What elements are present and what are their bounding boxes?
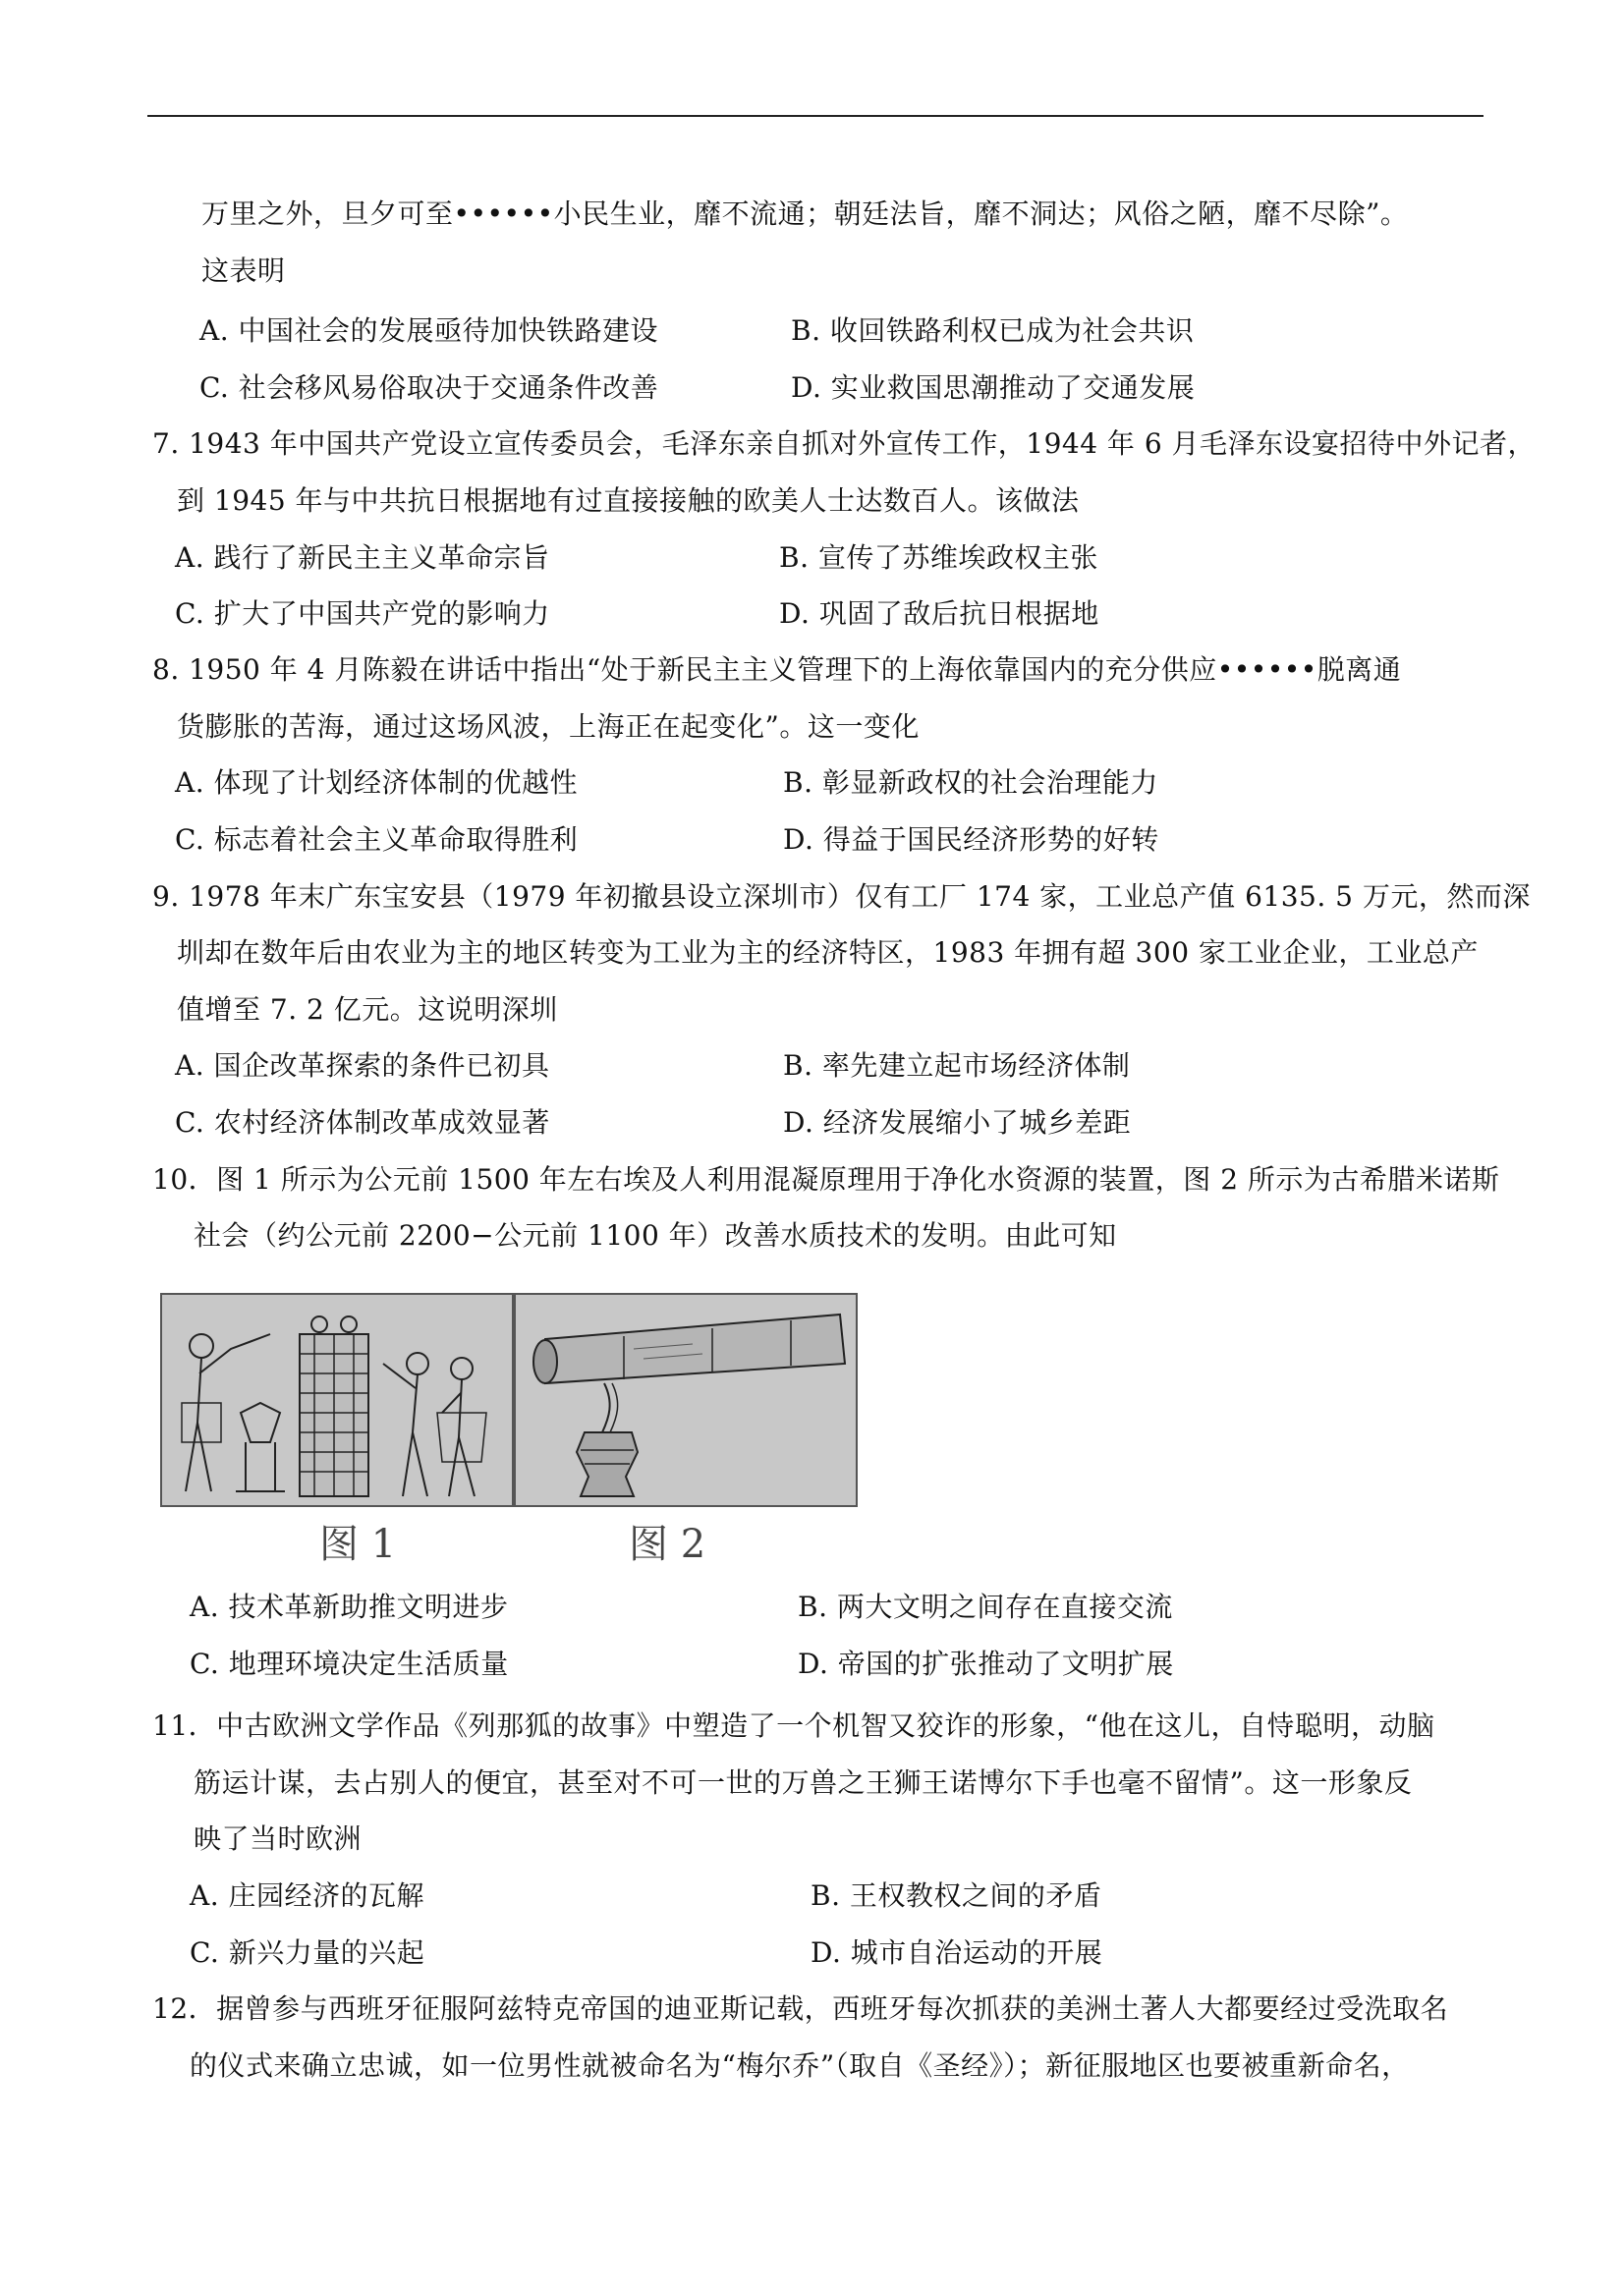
- q8-line-2: 货膨胀的苦海，通过这场风波，上海正在起变化”。这一变化: [177, 710, 920, 743]
- q7-option-a[interactable]: A. 践行了新民主主义革命宗旨: [175, 541, 550, 574]
- q6-option-c[interactable]: C. 社会移风易俗取决于交通条件改善: [199, 371, 659, 404]
- q6-line-2: 这表明: [201, 254, 286, 287]
- q10-line-2: 社会（约公元前 2200−公元前 1100 年）改善水质技术的发明。由此可知: [194, 1219, 1117, 1252]
- q11-option-a[interactable]: A. 庄园经济的瓦解: [190, 1879, 425, 1912]
- q8-option-a[interactable]: A. 体现了计划经济体制的优越性: [175, 766, 579, 799]
- q10-line-1: 10．图 1 所示为公元前 1500 年左右埃及人利用混凝原理用于净化水资源的装置，图 2 所示为古希腊米诺斯: [152, 1163, 1500, 1196]
- q7-line-1: 7. 1943 年中国共产党设立宣传委员会，毛泽东亲自抓对外宣传工作，1944 年 6 月毛泽东设宴招待中外记者，: [152, 427, 1537, 460]
- q10-figure: [160, 1293, 860, 1509]
- q9-option-d[interactable]: D. 经济发展缩小了城乡差距: [783, 1106, 1132, 1139]
- q12-line-1: 12．据曾参与西班牙征服阿兹特克帝国的迪亚斯记载，西班牙每次抓获的美洲土著人大都要经过受洗取名: [152, 1992, 1449, 2025]
- q8-line-1: 8. 1950 年 4 月陈毅在讲话中指出“处于新民主主义管理下的上海依靠国内的充分供应••••••脱离通: [152, 653, 1402, 686]
- q9-option-b[interactable]: B. 率先建立起市场经济体制: [783, 1049, 1131, 1082]
- figure-1-caption: 图 1: [319, 1522, 397, 1567]
- q6-line-1: 万里之外，旦夕可至••••••小民生业，靡不流通；朝廷法旨，靡不洞达；风俗之陋，靡不尽除”。: [201, 197, 1409, 230]
- q10-option-c[interactable]: C. 地理环境决定生活质量: [190, 1648, 509, 1680]
- q8-option-b[interactable]: B. 彰显新政权的社会治理能力: [783, 766, 1158, 799]
- q9-line-1: 9. 1978 年末广东宝安县（1979 年初撤县设立深圳市）仅有工厂 174 家，工业总产值 6135. 5 万元，然而深: [152, 880, 1531, 913]
- q11-line-1: 11．中古欧洲文学作品《列那狐的故事》中塑造了一个机智又狡诈的形象，“他在这儿，自恃聪明，动脑: [152, 1709, 1435, 1742]
- q10-option-a[interactable]: A. 技术革新助推文明进步: [190, 1591, 509, 1623]
- q9-line-3: 值增至 7. 2 亿元。这说明深圳: [177, 993, 558, 1026]
- q7-option-c[interactable]: C. 扩大了中国共产党的影响力: [175, 597, 550, 630]
- q11-line-2: 筋运计谋，去占别人的便宜，甚至对不可一世的万兽之王狮王诺博尔下手也毫不留情”。这一形象反: [194, 1766, 1413, 1799]
- q6-option-a[interactable]: A. 中国社会的发展亟待加快铁路建设: [199, 314, 659, 347]
- figure-2-caption: 图 2: [629, 1522, 706, 1567]
- q8-option-c[interactable]: C. 标志着社会主义革命取得胜利: [175, 823, 579, 856]
- q6-option-d[interactable]: D. 实业救国思潮推动了交通发展: [791, 371, 1196, 404]
- q11-option-b[interactable]: B. 王权教权之间的矛盾: [811, 1879, 1102, 1912]
- q10-option-d[interactable]: D. 帝国的扩张推动了文明扩展: [798, 1648, 1174, 1680]
- q8-option-d[interactable]: D. 得益于国民经济形势的好转: [783, 823, 1159, 856]
- figure-2-image: [514, 1293, 858, 1507]
- egyptian-water-purification-illustration: [162, 1295, 512, 1505]
- q11-option-d[interactable]: D. 城市自治运动的开展: [811, 1936, 1103, 1969]
- q9-option-a[interactable]: A. 国企改革探索的条件已初具: [175, 1049, 550, 1082]
- q6-option-b[interactable]: B. 收回铁路利权已成为社会共识: [791, 314, 1195, 347]
- q9-option-c[interactable]: C. 农村经济体制改革成效显著: [175, 1106, 550, 1139]
- q7-line-2: 到 1945 年与中共抗日根据地有过直接接触的欧美人士达数百人。该做法: [177, 484, 1080, 517]
- q11-line-3: 映了当时欧洲: [194, 1822, 363, 1855]
- q10-option-b[interactable]: B. 两大文明之间存在直接交流: [798, 1591, 1173, 1623]
- header-rule: [147, 115, 1484, 117]
- q7-option-d[interactable]: D. 巩固了敌后抗日根据地: [779, 597, 1099, 630]
- q9-line-2: 圳却在数年后由农业为主的地区转变为工业为主的经济特区，1983 年拥有超 300 家工业企业，工业总产: [177, 936, 1479, 969]
- minoan-water-pipe-illustration: [516, 1295, 856, 1505]
- q11-option-c[interactable]: C. 新兴力量的兴起: [190, 1936, 425, 1969]
- q7-option-b[interactable]: B. 宣传了苏维埃政权主张: [779, 541, 1098, 574]
- figure-1-image: [160, 1293, 514, 1507]
- q12-line-2: 的仪式来确立忠诚，如一位男性就被命名为“梅尔乔”（取自《圣经》）；新征服地区也要被重新命名，: [190, 2049, 1410, 2082]
